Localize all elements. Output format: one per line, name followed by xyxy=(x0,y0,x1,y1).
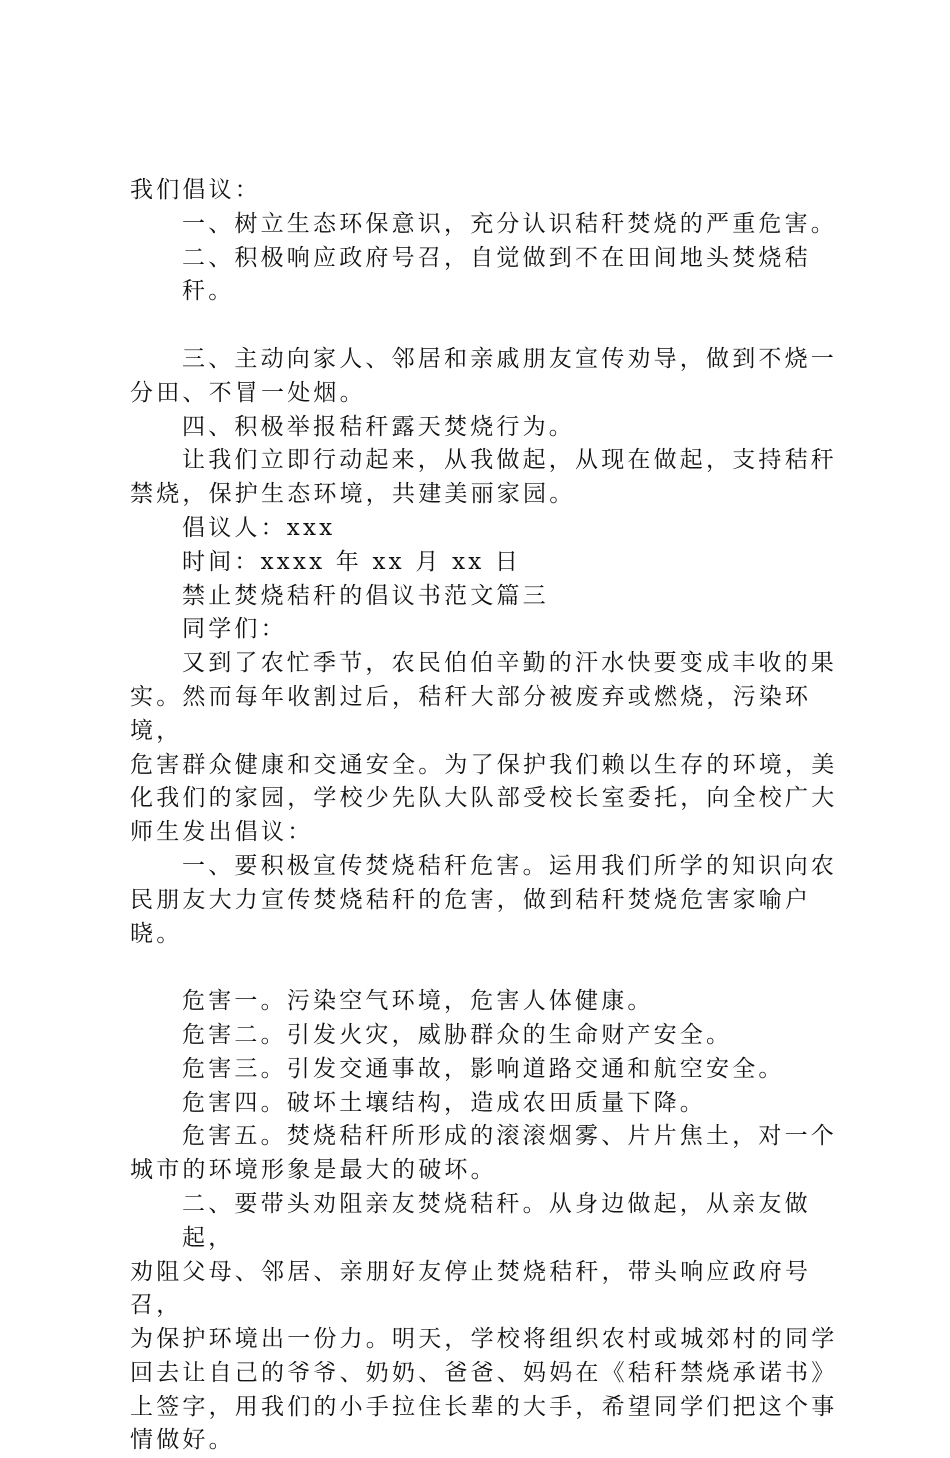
text-line: 化我们的家园，学校少先队大队部受校长室委托，向全校广大 xyxy=(130,785,838,812)
text-line: 让我们立即行动起来，从我做起，从现在做起，支持秸秆 xyxy=(182,447,837,474)
salutation: 同学们： xyxy=(182,616,287,643)
text-line: 一、要积极宣传焚烧秸秆危害。运用我们所学的知识向农 xyxy=(182,852,837,879)
text-line: 四、积极举报秸秆露天焚烧行为。 xyxy=(182,413,575,440)
text-line: 危害群众健康和交通安全。为了保护我们赖以生存的环境，美 xyxy=(130,751,838,778)
text-line: 禁烧，保护生态环境，共建美丽家园。 xyxy=(130,481,576,508)
text-line: 一、树立生态环保意识，充分认识秸秆焚烧的严重危害。 xyxy=(182,210,837,237)
text-line: 倡议人：xxx xyxy=(182,514,336,541)
text-line: 回去让自己的爷爷、奶奶、爸爸、妈妈在《秸秆禁烧承诺书》 xyxy=(130,1359,838,1386)
text-line: 情做好。 xyxy=(130,1427,235,1454)
text-line: 危害一。污染空气环境，危害人体健康。 xyxy=(182,988,654,1015)
text-line: 危害三。引发交通事故，影响道路交通和航空安全。 xyxy=(182,1055,785,1082)
text-line: 分田、不冒一处烟。 xyxy=(130,379,366,406)
text-line: 二、要带头劝阻亲友焚烧秸秆。从身边做起，从亲友做起， xyxy=(182,1190,811,1251)
text-line: 又到了农忙季节，农民伯伯辛勤的汗水快要变成丰收的果 xyxy=(182,650,837,677)
text-line: 城市的环境形象是最大的破坏。 xyxy=(130,1157,497,1184)
text-line: 民朋友大力宣传焚烧秸秆的危害，做到秸秆焚烧危害家喻户晓。 xyxy=(130,886,812,947)
text-line: 为保护环境出一份力。明天，学校将组织农村或城郊村的同学 xyxy=(130,1326,838,1353)
text-line: 实。然而每年收割过后，秸秆大部分被废弃或燃烧，污染环境， xyxy=(130,683,812,744)
text-line: 师生发出倡议： xyxy=(130,819,314,846)
document-body xyxy=(130,174,850,1458)
text-line: 上签字，用我们的小手拉住长辈的大手，希望同学们把这个事 xyxy=(130,1393,838,1420)
text-line: 危害四。破坏土壤结构，造成农田质量下降。 xyxy=(182,1089,706,1116)
text-line: 三、主动向家人、邻居和亲戚朋友宣传劝导，做到不烧一 xyxy=(182,345,837,372)
text-line: 二、积极响应政府号召，自觉做到不在田间地头焚烧秸秆。 xyxy=(182,244,811,305)
text-line: 时间：xxxx 年 xx 月 xx 日 xyxy=(182,548,522,575)
text-line: 危害五。焚烧秸秆所形成的滚滚烟雾、片片焦土，对一个 xyxy=(182,1123,837,1150)
section-heading: 禁止焚烧秸秆的倡议书范文篇三 xyxy=(182,582,549,609)
text-line: 我们倡议： xyxy=(130,177,261,203)
text-line: 劝阻父母、邻居、亲朋好友停止焚烧秸秆，带头响应政府号召， xyxy=(130,1258,812,1319)
text-line: 危害二。引发火灾，威胁群众的生命财产安全。 xyxy=(182,1021,733,1048)
